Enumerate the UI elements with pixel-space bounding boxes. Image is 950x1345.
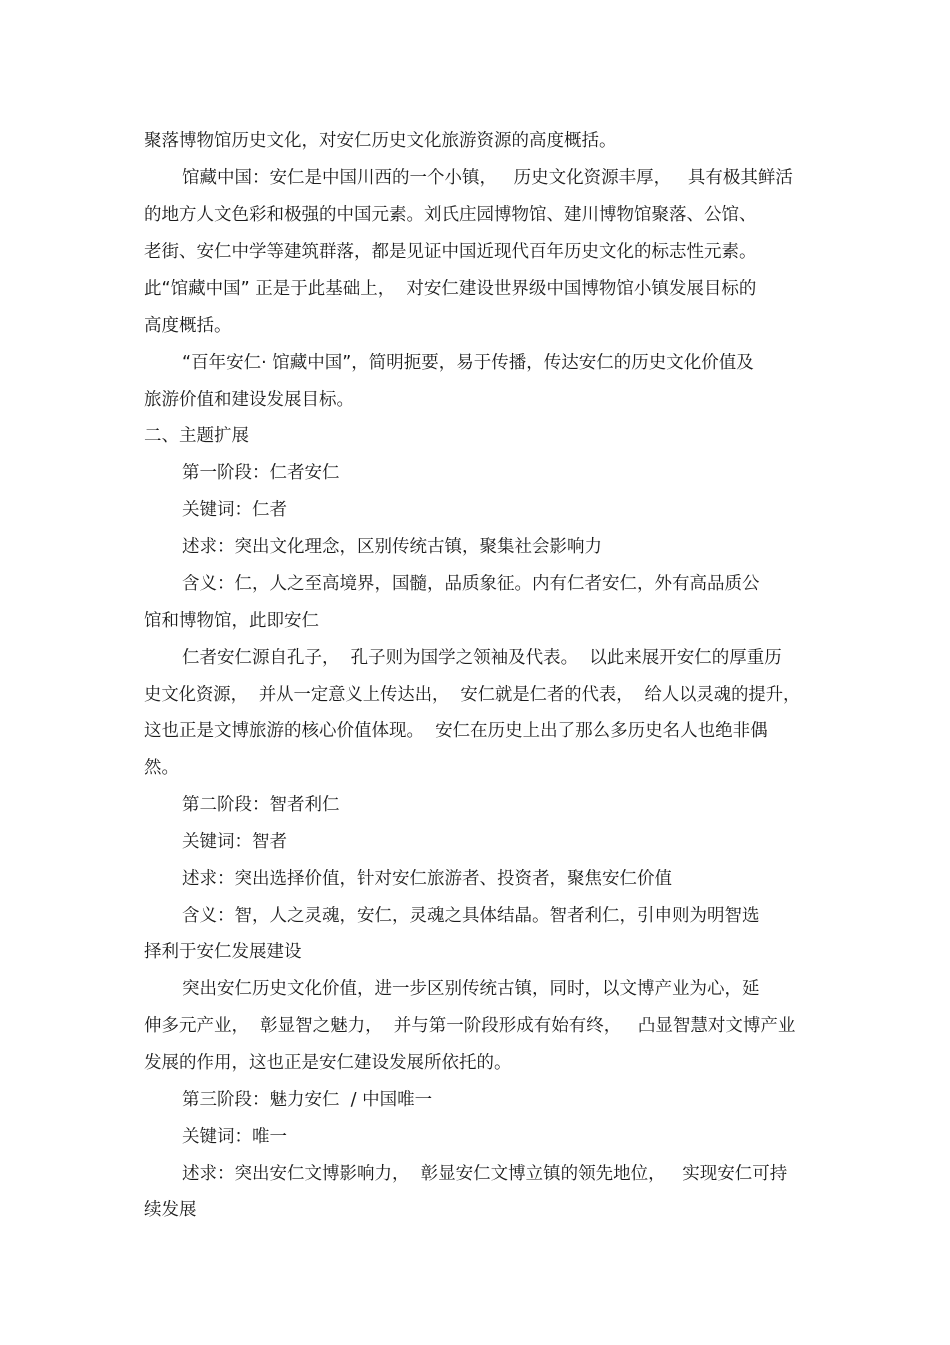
text-line: 述求：突出安仁文博影响力， 彰显安仁文博立镇的领先地位， 实现安仁可持	[182, 1164, 788, 1184]
section-heading: 二、主题扩展	[144, 426, 249, 446]
text-line: 突出安仁历史文化价值，进一步区别传统古镇，同时，以文博产业为心，延	[182, 979, 760, 999]
text-line: 旅游价值和建设发展目标。	[144, 390, 354, 410]
text-line: 发展的作用，这也正是安仁建设发展所依托的。	[144, 1053, 512, 1073]
text-line: 第一阶段：仁者安仁	[182, 463, 340, 483]
text-line: 史文化资源， 并从一定意义上传达出， 安仁就是仁者的代表， 给人以灵魂的提升，	[144, 685, 801, 705]
text-line: 第三阶段：魅力安仁 / 中国唯一	[182, 1090, 433, 1110]
text-line: 的地方人文色彩和极强的中国元素。刘氏庄园博物馆、建川博物馆聚落、公馆、	[144, 205, 757, 225]
text-line: “百年安仁· 馆藏中国”，简明扼要，易于传播，传达安仁的历史文化价值及	[182, 353, 754, 373]
text-line: 这也正是文博旅游的核心价值体现。 安仁在历史上出了那么多历史名人也绝非偶	[144, 721, 768, 741]
text-line: 含义：仁，人之至高境界，国髓，品质象征。内有仁者安仁，外有高品质公	[182, 574, 760, 594]
text-line: 第二阶段：智者利仁	[182, 795, 340, 815]
text-line: 择利于安仁发展建设	[144, 942, 302, 962]
text-line: 此“馆藏中国” 正是于此基础上， 对安仁建设世界级中国博物馆小镇发展目标的	[144, 279, 757, 299]
text-line: 然。	[144, 758, 179, 778]
text-line: 仁者安仁源自孔子， 孔子则为国学之领袖及代表。 以此来展开安仁的厚重历	[182, 648, 782, 668]
text-line: 高度概括。	[144, 316, 232, 336]
text-line: 续发展	[144, 1200, 197, 1220]
text-line: 馆藏中国：安仁是中国川西的一个小镇， 历史文化资源丰厚， 具有极其鲜活	[182, 168, 793, 188]
text-line: 关键词：智者	[182, 832, 287, 852]
text-line: 关键词：仁者	[182, 500, 287, 520]
text-line: 关键词：唯一	[182, 1127, 287, 1147]
text-line: 伸多元产业， 彰显智之魅力， 并与第一阶段形成有始有终， 凸显智慧对文博产业	[144, 1016, 796, 1036]
text-line: 馆和博物馆，此即安仁	[144, 611, 319, 631]
text-line: 聚落博物馆历史文化，对安仁历史文化旅游资源的高度概括。	[144, 131, 617, 151]
text-line: 老街、安仁中学等建筑群落，都是见证中国近现代百年历史文化的标志性元素。	[144, 242, 757, 262]
text-line: 述求：突出文化理念，区别传统古镇，聚集社会影响力	[182, 537, 602, 557]
text-line: 含义：智，人之灵魂，安仁，灵魂之具体结晶。智者利仁，引申则为明智选	[182, 906, 760, 926]
text-line: 述求：突出选择价值，针对安仁旅游者、投资者，聚焦安仁价值	[182, 869, 672, 889]
